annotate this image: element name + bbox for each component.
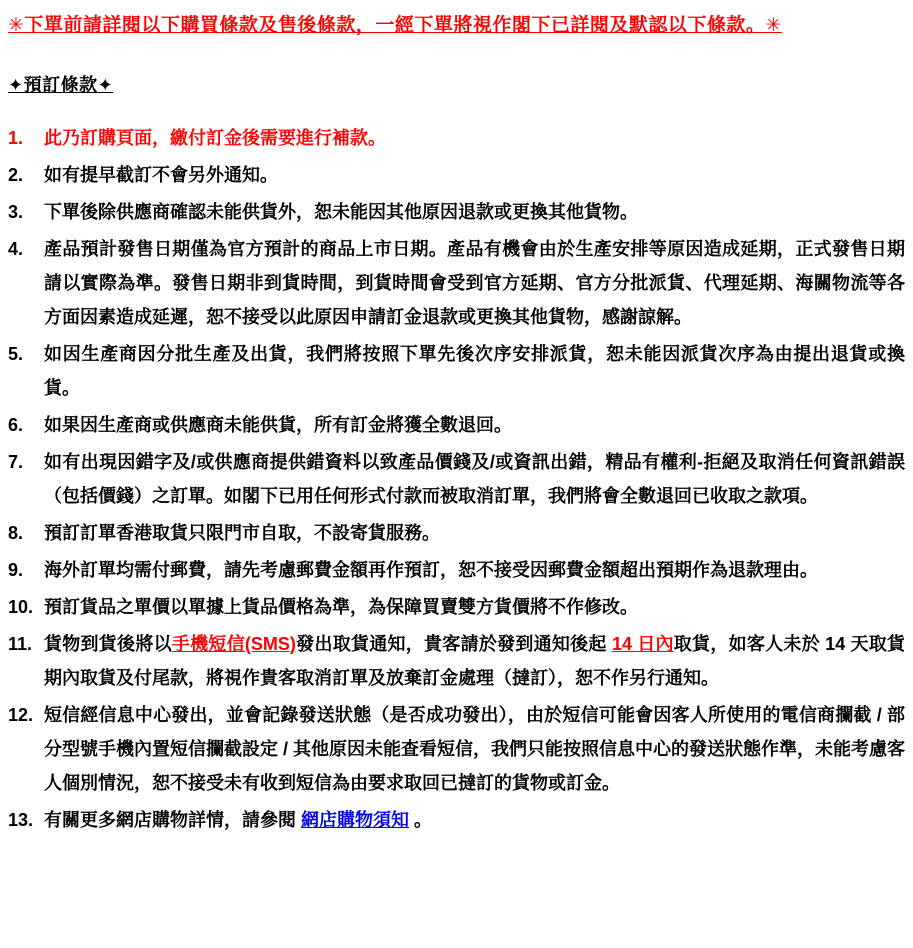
term-item <box>8 553 907 587</box>
term-text <box>44 232 907 334</box>
term-item <box>8 698 907 800</box>
term-segment: 如有提早截訂不會另外通知。 <box>44 164 278 185</box>
term-item <box>8 590 907 624</box>
term-segment: 如因生產商因分批生產及出貨，我們將按照下單先後次序安排派貨，恕未能因派貨次序為由提出退貨或換貨。 <box>44 343 905 398</box>
term-text <box>44 408 907 442</box>
term-segment: 貨物到貨後將以 <box>44 633 172 654</box>
term-number: 2. <box>8 164 24 185</box>
term-segment: 有關更多網店購物詳情，請參閱 <box>44 809 301 830</box>
term-number: 5. <box>8 343 24 364</box>
terms-list <box>8 121 907 837</box>
term-segment: 產品預計發售日期僅為官方預計的商品上市日期。產品有機會由於生產安排等原因造成延期，正式發售日期請以實際為準。發售日期非到貨時間，到貨時間會受到官方延期、官方分批派貨、代理延期、海關物流等各方面因素造成延遲，恕不接受以此原因申請訂金退款或更換其他貨物，感謝諒解。 <box>44 238 905 327</box>
term-text <box>44 158 907 192</box>
term-segment: 如有出現因錯字及/或供應商提供錯資料以致產品價錢及/或資訊出錯，精品有權利-拒絕及取消任何資訊錯誤（包括價錢）之訂單。如閣下已用任何形式付款而被取消訂單，我們將會全數退回已收取之款項。 <box>44 451 905 506</box>
section-heading-preorder-terms: ✦預訂條款✦ <box>8 74 114 95</box>
term-item <box>8 408 907 442</box>
term-item <box>8 445 907 513</box>
term-segment: 預訂訂單香港取貨只限門市自取，不設寄貨服務。 <box>44 522 440 543</box>
term-segment: 預訂貨品之單價以單據上貨品價格為準，為保障買賣雙方貨價將不作修改。 <box>44 596 638 617</box>
term-item <box>8 121 907 155</box>
term-item <box>8 516 907 550</box>
term-text <box>44 337 907 405</box>
term-number: 1. <box>8 127 24 148</box>
term-number: 11. <box>8 633 33 654</box>
term-segment: 取貨，如客人未於 14 天取貨期內取貨及付尾款，將視作貴客取消訂單及放棄訂金處理（撻訂），恕不作另行通知。 <box>44 633 906 688</box>
term-text <box>44 553 907 587</box>
term-text <box>44 803 907 837</box>
term-segment: 如果因生產商或供應商未能供貨，所有訂金將獲全數退回。 <box>44 414 512 435</box>
term-number: 8. <box>8 522 24 543</box>
term-segment: 下單後除供應商確認未能供貨外，恕未能因其他原因退款或更換其他貨物。 <box>44 201 638 222</box>
term-text <box>44 698 907 800</box>
term-number: 3. <box>8 201 24 222</box>
term-text <box>44 195 907 229</box>
term-number: 7. <box>8 451 24 472</box>
term-text <box>44 627 907 695</box>
term-text <box>44 516 907 550</box>
term-item <box>8 803 907 837</box>
term-number: 12. <box>8 704 34 725</box>
term-item <box>8 627 907 695</box>
term-segment: 發出取貨通知，貴客請於發到通知後起 <box>295 633 612 654</box>
term-text <box>44 590 907 624</box>
term-emphasis-red-underline: 手機短信(SMS) <box>171 633 296 654</box>
store-shopping-guide-link[interactable]: 網店購物須知 <box>301 809 409 830</box>
term-segment: 海外訂單均需付郵費，請先考慮郵費金額再作預訂，恕不接受因郵費金額超出預期作為退款理由。 <box>44 559 818 580</box>
term-text <box>44 121 907 155</box>
term-number: 13. <box>8 809 34 830</box>
term-item <box>8 158 907 192</box>
term-number: 6. <box>8 414 24 435</box>
term-number: 9. <box>8 559 24 580</box>
term-emphasis-red: 此乃訂購頁面，繳付訂金後需要進行補款。 <box>44 127 386 148</box>
notice-title: ✳下單前請詳閱以下購買條款及售後條款，一經下單將視作閣下已詳閱及默認以下條款。✳ <box>8 15 782 36</box>
term-segment: 短信經信息中心發出，並會記錄發送狀態（是否成功發出），由於短信可能會因客人所使用的電信商攔截 / 部分型號手機內置短信攔截設定 / 其他原因未能查看短信，我們只能按照信息中心的發送狀態作準，未能考慮客人個別情況，恕不接受未有收到短信為由要求取回已撻訂的貨物或訂金。 <box>44 704 905 793</box>
term-segment: 。 <box>409 809 433 830</box>
term-number: 4. <box>8 238 24 259</box>
term-text <box>44 445 907 513</box>
term-item <box>8 195 907 229</box>
term-number: 10. <box>8 596 34 617</box>
term-emphasis-red-underline: 14 日內 <box>611 633 674 654</box>
term-item <box>8 232 907 334</box>
term-item <box>8 337 907 405</box>
